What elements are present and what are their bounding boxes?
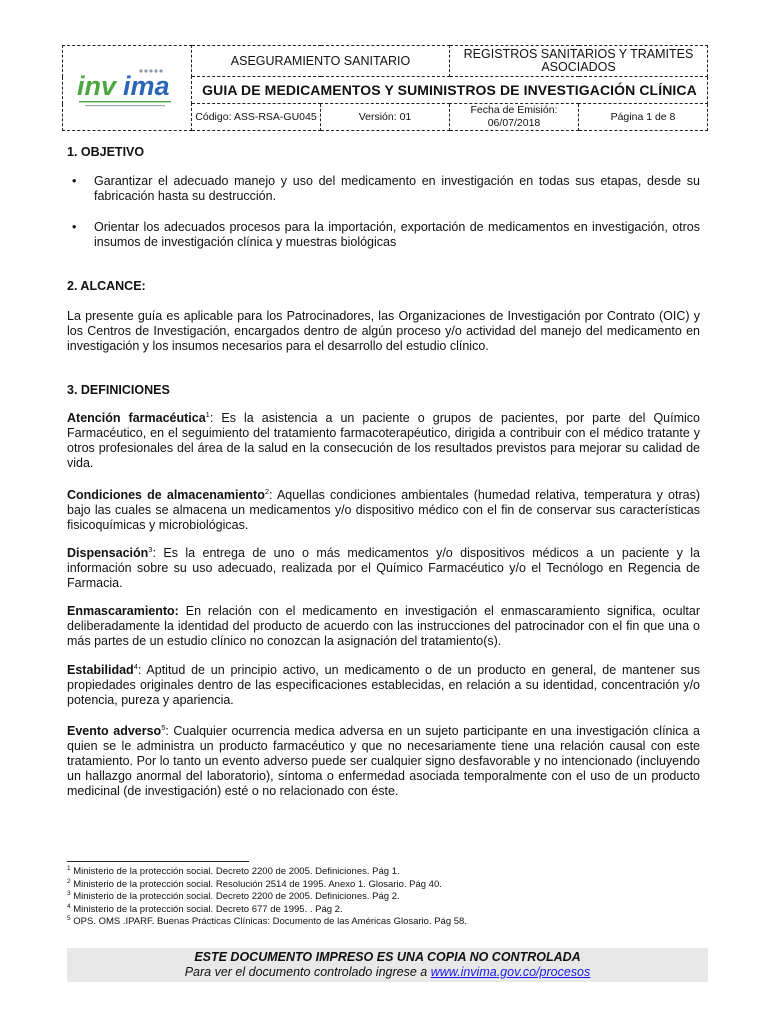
footnote-text: Ministerio de la protección social. Resolución 2514 de 1995. Anexo 1. Glosario. Pág 40. — [70, 878, 442, 890]
footnote-ref: 1 — [205, 409, 210, 419]
invima-logo — [63, 65, 191, 111]
definition-item — [67, 604, 700, 649]
definition-text: : Cualquier ocurrencia medica adversa en un sujeto participante en una investigación clínica a quien se le administra un producto farmacéutico y que no necesariamente tiene una relación causal con este tratamiento. Por lo tanto un evento adverso puede ser cualquier signo desfavorable y no intencionado (incluyendo un hallazgo anormal del laboratorio), síntoma o enfermedad asociada temporalmente con el uso de un producto medicinal (de investigación) esté o no relacionado con éste. — [67, 724, 700, 798]
document-header — [62, 45, 708, 131]
invima-logo-icon — [75, 65, 179, 111]
footnote — [67, 916, 707, 929]
footnote-number: 5 — [67, 914, 71, 922]
bullet-text: Orientar los adecuados procesos para la importación, exportación de medicamentos en investigación, otros insumos de investigación clínica y muestras biológicas — [94, 220, 700, 249]
footnote — [67, 866, 707, 879]
footnote-number: 2 — [67, 877, 71, 885]
footnote-ref: 3 — [148, 544, 153, 554]
bullet-item — [72, 220, 700, 250]
section-heading-alcance: 2. ALCANCE: — [67, 279, 146, 293]
footnote-number: 1 — [67, 864, 71, 872]
footnote — [67, 891, 707, 904]
footnote-number: 4 — [67, 902, 71, 910]
logo-cell — [63, 46, 192, 131]
definition-item — [67, 724, 700, 799]
svg-text:inv: inv — [77, 71, 117, 101]
bullet-item — [72, 174, 700, 204]
bullet-icon: • — [72, 174, 77, 188]
definition-text: : Es la entrega de uno o más medicamentos y/o dispositivos médicos a un paciente y la información sobre su uso adecuado, realizada por el Químico Farmacéutico y/o el Tecnólogo en Regencia de Farmacia. — [67, 546, 700, 590]
definition-term: Atención farmacéutica — [67, 411, 206, 425]
footnotes — [67, 866, 707, 929]
version-cell: Versión: 01 — [321, 104, 450, 131]
page-number-cell: Página 1 de 8 — [579, 104, 708, 131]
definition-item — [67, 546, 700, 591]
definition-term: Enmascaramiento: — [67, 604, 179, 618]
process-cell: REGISTROS SANITARIOS Y TRAMITES ASOCIADOS — [450, 46, 708, 77]
footnote-text: Ministerio de la protección social. Decreto 677 de 1995. . Pág 2. — [70, 903, 343, 915]
footnote-number: 3 — [67, 889, 71, 897]
section-heading-objetivo: 1. OBJETIVO — [67, 145, 145, 159]
footnote — [67, 879, 707, 892]
uncontrolled-copy-notice: ESTE DOCUMENTO IMPRESO ES UNA COPIA NO CONTROLADA — [194, 950, 581, 964]
footnote — [67, 904, 707, 917]
code-cell: Código: ASS-RSA-GU045 — [192, 104, 321, 131]
uncontrolled-copy-footer — [67, 948, 708, 982]
issue-date-cell: Fecha de Emisión: 06/07/2018 — [450, 104, 579, 131]
footnote-divider — [67, 861, 249, 862]
definition-item — [67, 488, 700, 533]
bullet-text: Garantizar el adecuado manejo y uso del medicamento en investigación en todas sus etapas, desde su fabricación hasta su destrucción. — [94, 174, 700, 203]
controlled-doc-line — [67, 965, 708, 980]
area-cell: ASEGURAMIENTO SANITARIO — [192, 46, 450, 77]
footnote-ref: 2 — [264, 486, 270, 496]
alcance-paragraph: La presente guía es aplicable para los Patrocinadores, las Organizaciones de Investigación por Contrato (OIC) y los Centros de Investigación, encargados dentro de algún proceso y/o actividad del manejo del medicamento en investigación y los insumos necesarios para el desarrollo del estudio clínico. — [67, 309, 700, 353]
footnote-text: Ministerio de la protección social. Decreto 2200 de 2005. Definiciones. Pág 1. — [70, 866, 400, 877]
definition-text: : Aptitud de un principio activo, un medicamento o de un producto en general, de mantener sus propiedades originales dentro de las especificaciones establecidas, en relación a su identidad, concentración y/o potencia, pureza y apariencia. — [67, 663, 700, 707]
section-heading-definiciones: 3. DEFINICIONES — [67, 383, 170, 397]
definition-text: : Aquellas condiciones ambientales (humedad relativa, temperatura y otras) bajo las cuales se almacena un medicamentos y/o dispositivo médico con el fin de conservar sus características fisicoquímicas y microbiológicas. — [67, 488, 700, 532]
definition-item — [67, 663, 700, 708]
footnote-text: Ministerio de la protección social. Decreto 2200 de 2005. Definiciones. Pág 2. — [70, 891, 400, 902]
footnote-text: OPS. OMS .IPARF. Buenas Prácticas Clínicas: Documento de las Américas Glosario. Pág 58. — [70, 916, 467, 927]
definition-term: Estabilidad — [67, 663, 134, 677]
footnote-ref: 4 — [133, 661, 138, 671]
definition-item — [67, 411, 700, 471]
definition-term: Dispensación — [67, 546, 149, 560]
document-title: GUIA DE MEDICAMENTOS Y SUMINISTROS DE INVESTIGACIÓN CLÍNICA — [192, 77, 708, 104]
controlled-doc-prefix: Para ver el documento controlado ingrese a — [184, 965, 431, 979]
definition-term: Condiciones de almacenamiento — [67, 488, 265, 502]
definition-term: Evento adverso — [67, 724, 162, 738]
footnote-ref: 5 — [161, 722, 166, 732]
bullet-icon: • — [72, 220, 77, 234]
svg-text:ima: ima — [123, 71, 170, 101]
definition-text: En relación con el medicamento en investigación el enmascaramiento significa, ocultar deliberadamente la identidad del producto de acuerdo con las instrucciones del patrocinador con el fin que una o más partes de un estudio clínico no conozcan la asignación del tratamiento(s). — [67, 604, 700, 648]
definition-text: : Es la asistencia a un paciente o grupos de pacientes, por parte del Químico Farmacéutico, en el seguimiento del tratamiento farmacoterapéutico, dirigida a contribuir con el médico tratante y otros profesionales del área de la salud en la consecución de los resultados previstos para mejorar su calidad de vida. — [67, 411, 701, 470]
procesos-link[interactable]: www.invima.gov.co/procesos — [430, 965, 591, 979]
